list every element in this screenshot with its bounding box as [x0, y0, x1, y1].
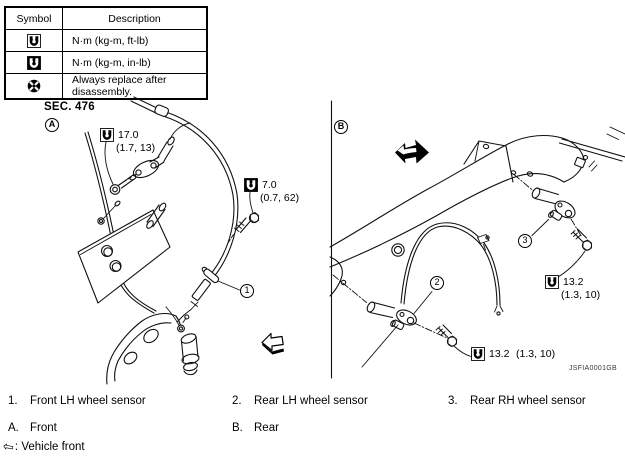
legend-description: N·m (kg-m, ft-lb) [63, 30, 208, 52]
direction-arrow-b-icon [395, 140, 429, 164]
caption-view-b [232, 422, 279, 434]
torque-nm-ftlb-icon [545, 275, 559, 289]
legend-symbol-cell [5, 30, 63, 52]
torque-13-rh-leader-line [557, 251, 585, 278]
panel-b-line-art [330, 127, 625, 367]
caption-label: Front [30, 422, 57, 434]
torque-value: 13.2 [489, 348, 510, 360]
rear-lh-sensor-bolt-drawing [436, 325, 471, 357]
front-clip-bolt-drawing [227, 192, 259, 245]
symbol-legend-table [4, 6, 208, 100]
legend-row-inlb [5, 52, 207, 74]
torque-detail: (0.7, 62) [260, 192, 300, 204]
part3-marker: 3 [518, 234, 532, 248]
legend-description: N·m (kg-m, in-lb) [63, 52, 208, 74]
caption-label: Rear [254, 422, 279, 434]
part1-leader-line [218, 281, 240, 290]
rear-suspension-member-drawing [330, 127, 625, 296]
rear-rh-sensor-bolt-drawing [557, 229, 592, 278]
part3-leader-line [532, 220, 549, 236]
rear-sensor-cable-drawing [401, 223, 503, 315]
caption-number: 1. [8, 395, 18, 407]
caption-label: Rear LH wheel sensor [254, 395, 368, 407]
caption-part-3 [448, 395, 586, 407]
caption-number: B. [232, 422, 243, 434]
torque-nm-ftlb-icon [471, 347, 485, 361]
section-label: SEC. 476 [44, 101, 95, 113]
front-lh-wheel-sensor-drawing [177, 266, 240, 322]
direction-arrow-a-icon [262, 334, 284, 355]
replace-after-disassembly-icon [27, 79, 41, 93]
caption-number: 3. [448, 395, 458, 407]
panel-a-marker: A [45, 118, 59, 132]
vehicle-front-separator: : [14, 441, 19, 453]
part1-marker: 1 [240, 284, 254, 298]
torque-13-lh-leader-line [455, 347, 472, 357]
torque-nm-inlb-icon [27, 56, 41, 70]
caption-part-2 [232, 395, 368, 407]
torque-detail: (1.7, 13) [116, 142, 156, 154]
steering-knuckle-drawing [107, 307, 200, 384]
vehicle-front-note [1, 438, 85, 455]
legend-header-symbol: Symbol [5, 7, 63, 30]
caption-number: 2. [232, 395, 242, 407]
torque-7-leader-line [250, 192, 253, 213]
torque-value: 17.0 [118, 129, 139, 141]
torque-nm-ftlb-icon [27, 34, 41, 48]
panel-b-marker: B [334, 120, 348, 134]
caption-view-a [8, 422, 57, 434]
part2-marker: 2 [430, 276, 444, 290]
torque-value: 13.2 [563, 276, 584, 288]
caption-part-1 [8, 395, 146, 407]
caption-number: A. [8, 422, 19, 434]
front-bracket-plate-drawing [78, 202, 170, 303]
torque-value: 7.0 [262, 179, 277, 191]
legend-header-description: Description [63, 7, 208, 30]
legend-row-ftlb [5, 30, 207, 52]
torque-detail: (1.3, 10) [516, 348, 556, 360]
torque-nm-inlb-icon [244, 178, 258, 192]
rear-rh-wheel-sensor-drawing [514, 175, 582, 237]
figure-id: JSFIA0001GB [568, 365, 617, 372]
legend-symbol-cell [5, 52, 63, 74]
caption-label: Front LH wheel sensor [30, 395, 146, 407]
torque-17-leader-line [105, 142, 113, 184]
legend-header-row [5, 7, 207, 30]
torque-detail: (1.3, 10) [561, 289, 601, 301]
torque-nm-ftlb-icon [100, 128, 114, 142]
vehicle-front-arrow-icon: ⇦ [1, 438, 16, 455]
part2-leader-line [414, 292, 432, 314]
rear-lh-wheel-sensor-drawing [333, 275, 446, 367]
vehicle-front-label: Vehicle front [21, 441, 85, 453]
legend-description: Always replace after disassembly. [63, 74, 208, 100]
caption-label: Rear RH wheel sensor [470, 395, 586, 407]
